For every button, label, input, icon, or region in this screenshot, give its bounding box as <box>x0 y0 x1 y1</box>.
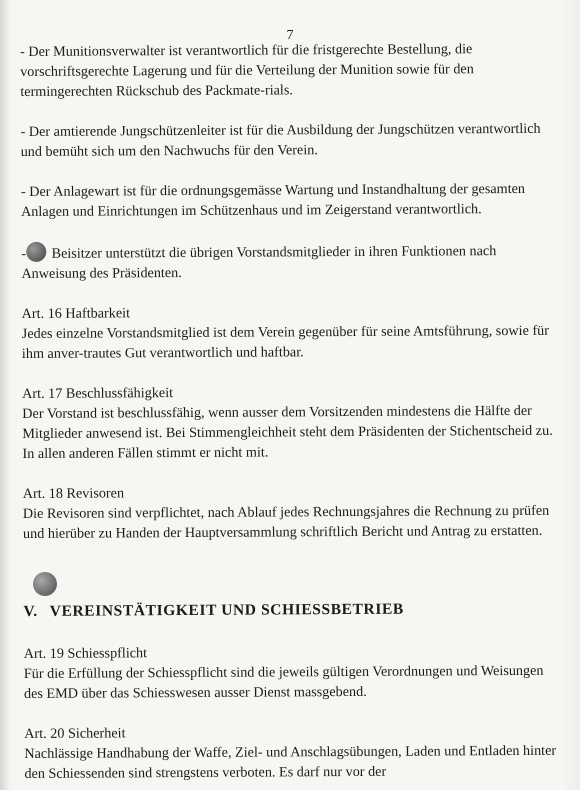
paragraph-munitionsverwalter: - Der Munitionsverwalter ist verantwortlich für die fristgerechte Bestellung, die vorschriftsgerechte Lagerung und für die Verteilung der Munition sowie für den termingerechten Rückschub des Packmate-rials. <box>20 41 474 100</box>
article-text: Die Revisoren sind verpflichtet, nach Ablauf jedes Rechnungsjahres die Rechnung zu prüfen und hierüber zu Handen der Hauptversammlung schriftlich Bericht und Antrag zu erstatten. <box>22 502 550 542</box>
document-body <box>20 39 565 784</box>
article-title: Art. 19 Schiesspflicht <box>23 645 148 662</box>
page-edge-shadow <box>0 0 10 790</box>
page-number: 7 <box>286 28 294 43</box>
article-text: Jedes einzelne Vorstandsmitglied ist dem Verein gegenüber für seine Amtsführung, sowie für ihm anver-trautes Gut verantwortlich und haftbar. <box>21 322 550 362</box>
article-text: Nachlässige Handhabung der Waffe, Ziel- und Anschlagsübungen, Laden und Entladen hinter den Schiessenden sind strengstens verboten. Es darf nur vor der <box>24 742 557 782</box>
punch-hole-icon <box>33 572 57 596</box>
article-title: Art. 16 Haftbarkeit <box>21 305 131 322</box>
article-text: Der Vorstand ist beschlussfähig, wenn ausser dem Vorsitzenden mindestens die Hälfte der Mitglieder anwesend ist. Bei Stimmengleichheit steht dem Präsidenten der Stichentscheid zu. In allen anderen Fällen stimmt er nicht mit. <box>22 402 553 462</box>
article-title: Art. 20 Sicherheit <box>24 725 126 742</box>
article-text: Für die Erfüllung der Schiesspflicht sind die jeweils gültigen Verordnungen und Weisungen des EMD über das Schiesswesen ausser Dienst massgebend. <box>23 662 544 702</box>
paragraph-beisitzer-lead: - <box>21 245 27 262</box>
article-18 <box>23 481 563 544</box>
paragraph-beisitzer-text: Beisitzer unterstützt die übrigen Vorstandsmitglieder in ihren Funktionen nach Anweisung des Präsidenten. <box>21 243 497 282</box>
paragraph-beisitzer <box>21 239 561 284</box>
section-heading <box>23 599 563 622</box>
punch-hole-icon <box>26 242 46 262</box>
article-16 <box>22 301 562 364</box>
section-title: VEREINSTÄTIGKEIT UND SCHIESSBETRIEB <box>49 600 404 620</box>
paragraph-jungschuetzenleiter: - Der amtierende Jungschützenleiter ist für die Ausbildung der Jungschützen verantwortlich und bemüht sich um den Nachwuchs für den Verein. <box>20 120 541 160</box>
article-20 <box>24 721 564 784</box>
article-17 <box>22 381 562 464</box>
paragraph-anlagewart: - Der Anlagewart ist für die ordnungsgemässe Wartung und Instandhaltung der gesamten Anlagen und Einrichtungen im Schützenhaus und im Zeigerstand verantwortlich. <box>20 180 526 220</box>
article-title: Art. 17 Beschlussfähigkeit <box>22 385 174 402</box>
section-number: V. <box>23 602 38 620</box>
article-19 <box>24 641 564 704</box>
article-title: Art. 18 Revisoren <box>22 485 125 502</box>
